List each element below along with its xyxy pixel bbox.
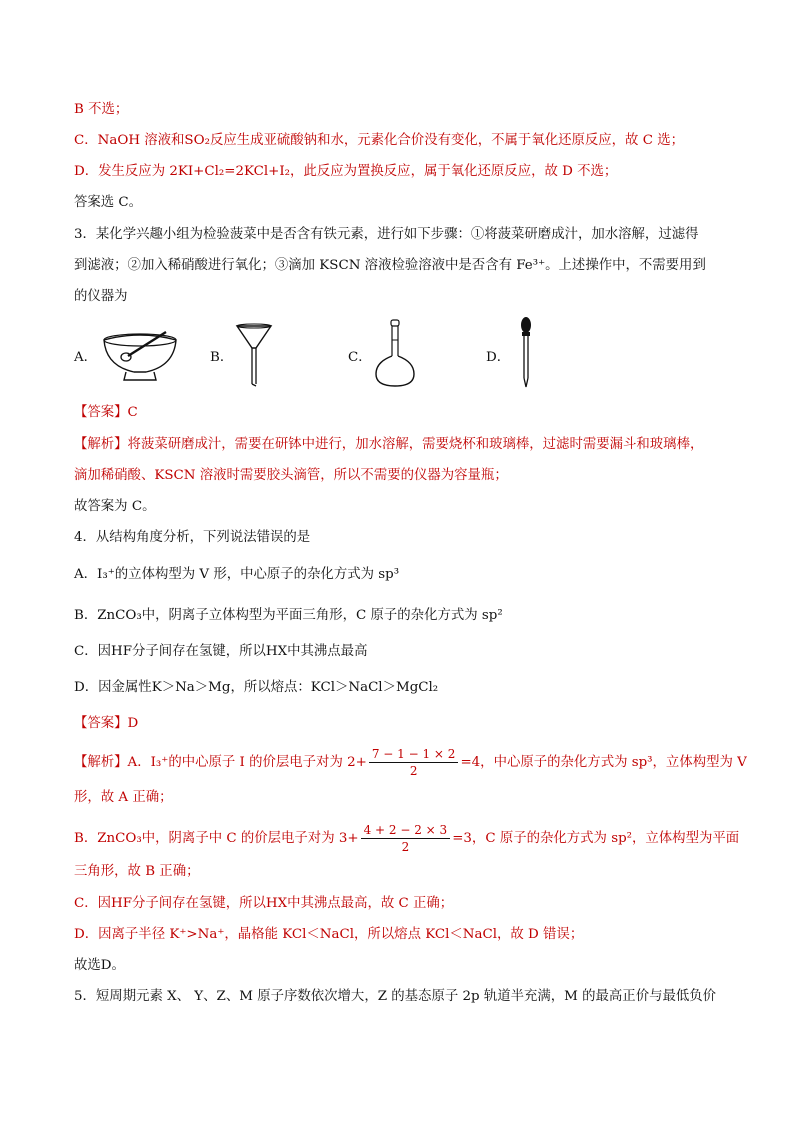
analysis-4c-prefix: B．ZnCO₃中，阴离子中 C 的价层电子对为 3+ [74,831,359,846]
question-5: 5．短周期元素 X、 Y、Z、M 原子序数依次增大，Z 的基态原子 2p 轨道半充满，M 的最高正价与最低负价 [74,989,717,1004]
question-4-option-d: D．因金属性K＞Na＞Mg，所以熔点：KCl＞NaCl＞MgCl₂ [74,680,439,695]
question-3-line1: 3．某化学兴趣小组为检验菠菜中是否含有铁元素，进行如下步骤：①将菠菜研磨成汁，加水溶解，过滤得 [74,227,699,242]
analysis-4-line4: 三角形，故 B 正确； [74,864,200,879]
analysis-4-line6: D．因离子半径 K⁺>Na⁺，晶格能 KCl＜NaCl，所以熔点 KCl＜NaCl，故 D 错误； [74,927,584,942]
analysis-4a-prefix: 【解析】A．I₃⁺的中心原子 I 的价层电子对为 2+ [74,755,367,770]
funnel-icon [234,322,274,388]
analysis-4-line5: C．因HF分子间存在氢键，所以HX中其沸点最高，故 C 正确； [74,896,454,911]
fraction-4a-denominator: 2 [409,764,418,778]
analysis-4-line3 [74,822,739,855]
question-4-option-c: C．因HF分子间存在氢键，所以HX中其沸点最高 [74,644,368,659]
question-4-option-b: B．ZnCO₃中，阴离子立体构型为平面三角形，C 原子的杂化方式为 sp² [74,608,503,623]
answer-3: 【答案】C [74,405,138,420]
analysis-4-line7: 故选D。 [74,958,125,973]
line-answer-c: 答案选 C。 [74,195,143,210]
question-4: 4．从结构角度分析，下列说法错误的是 [74,530,311,545]
analysis-4c-suffix: =3，C 原子的杂化方式为 sp²，立体构型为平面 [452,831,740,846]
analysis-3-line1: 【解析】将菠菜研磨成汁，需要在研钵中进行，加水溶解，需要烧杯和玻璃棒，过滤时需要漏斗和玻璃棒， [74,437,704,452]
fraction-4a-numerator: 7 − 1 − 1 × 2 [369,746,459,763]
analysis-3-line2: 滴加稀硝酸、KSCN 溶液时需要胶头滴管，所以不需要的仪器为容量瓶； [74,468,508,483]
answer-4: 【答案】D [74,716,139,731]
option-a-label: A． [74,350,98,365]
fraction-4c [361,822,451,855]
volumetric-flask-icon [372,318,418,388]
analysis-4a-suffix: =4，中心原子的杂化方式为 sp³，立体构型为 V [460,755,747,770]
analysis-3-line3: 故答案为 C。 [74,499,156,514]
fraction-4c-numerator: 4 + 2 − 2 × 3 [361,822,451,839]
analysis-4-line2: 形，故 A 正确； [74,790,173,805]
line-b-not-chosen: B 不选； [74,102,129,117]
fraction-4a [369,746,459,779]
option-b-label: B． [210,350,234,365]
line-c-naoh: C．NaOH 溶液和SO₂反应生成亚硫酸钠和水，元素化合价没有变化，不属于氧化还原反应，故 C 选； [74,133,684,148]
analysis-4-line1 [74,746,747,779]
question-3-line3: 的仪器为 [74,289,128,304]
question-4-option-a: A．I₃⁺的立体构型为 V 形，中心原子的杂化方式为 sp³ [74,567,400,582]
question-3-line2: 到滤液；②加入稀硝酸进行氧化；③滴加 KSCN 溶液检验溶液中是否含有 Fe³⁺。上述操作中，不需要用到 [74,258,706,273]
line-d-reaction: D．发生反应为 2KI+Cl₂=2KCl+I₂，此反应为置换反应，属于氧化还原反应，故 D 不选； [74,164,618,179]
dropper-icon [514,316,538,390]
mortar-icon [100,326,180,384]
option-d-label: D． [486,350,511,365]
fraction-4c-denominator: 2 [401,840,410,854]
option-c-label: C． [348,350,372,365]
